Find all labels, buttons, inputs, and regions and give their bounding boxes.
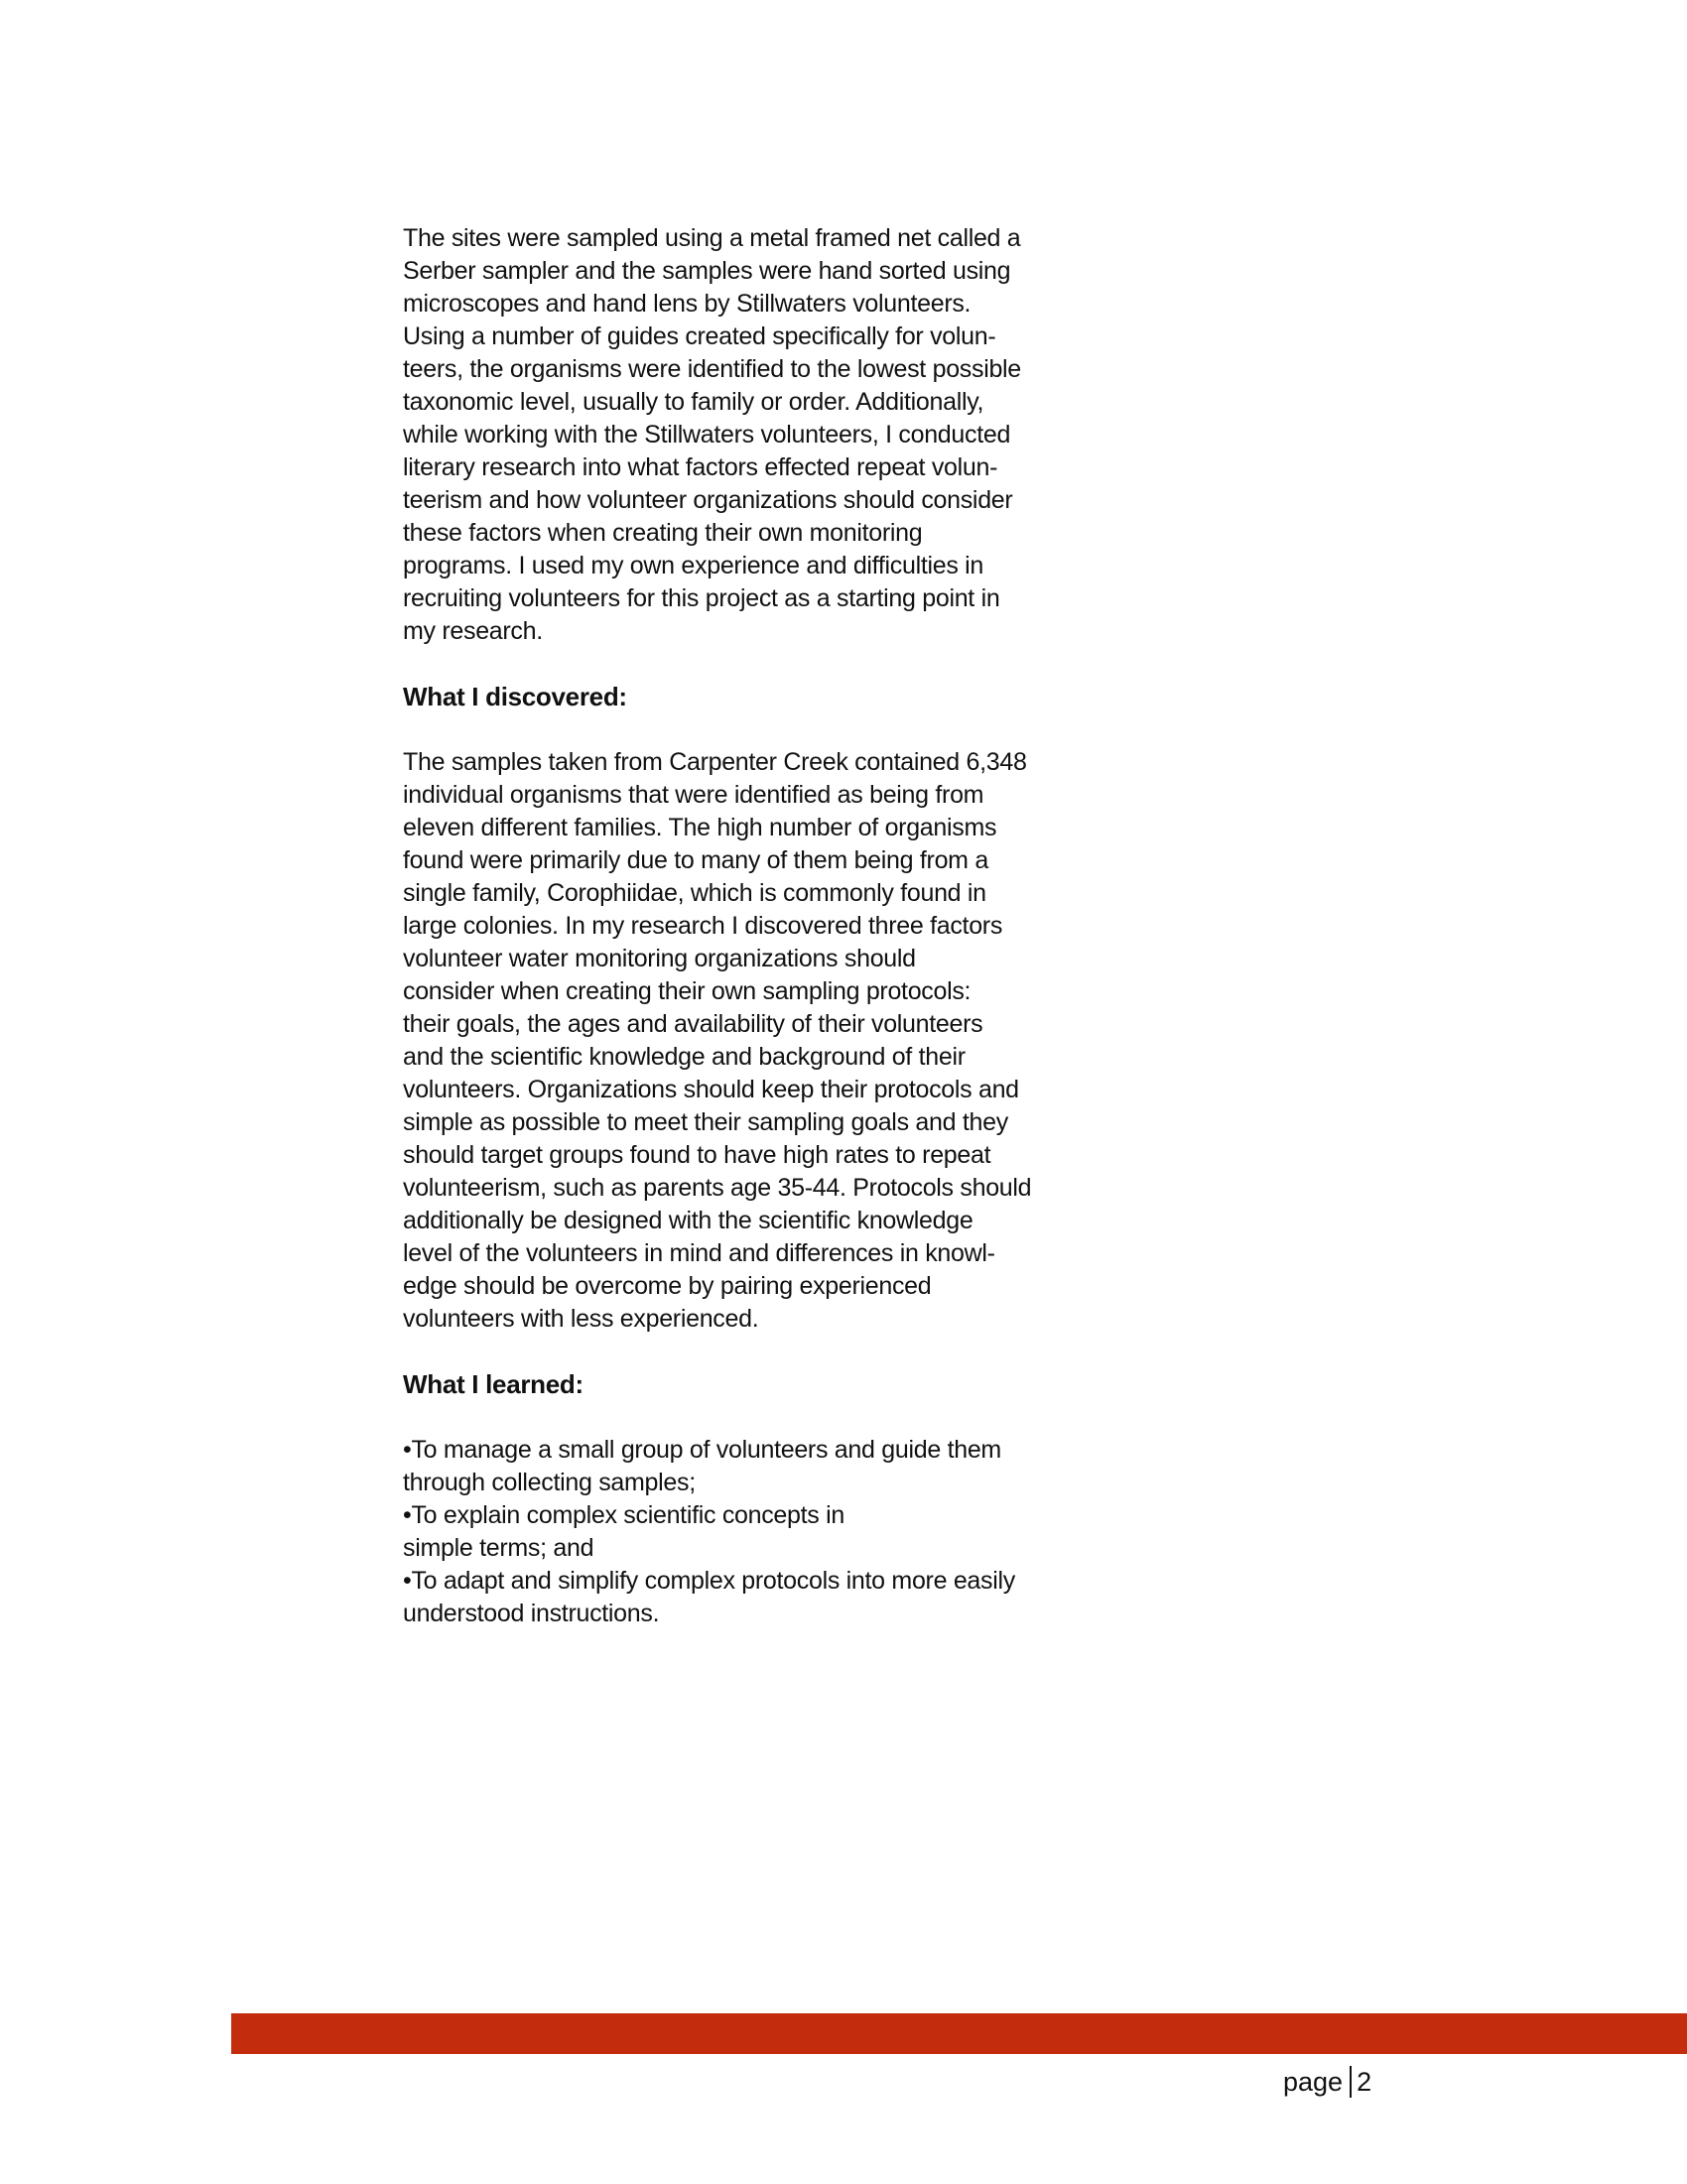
- page-number-label: [1283, 2064, 1371, 2100]
- text-line: single family, Corophiidae, which is commonly found in: [403, 879, 986, 907]
- text-line: recruiting volunteers for this project as a starting point in: [403, 584, 1000, 612]
- heading-learned: What I learned:: [403, 1369, 584, 1399]
- text-line: simple as possible to meet their sampling goals and they: [403, 1108, 1008, 1136]
- footer-accent-bar: [231, 2013, 1687, 2054]
- text-line: volunteers with less experienced.: [403, 1305, 759, 1333]
- spacer: [403, 1401, 1078, 1434]
- paragraph-methods: [403, 222, 1078, 648]
- text-line: programs. I used my own experience and difficulties in: [403, 552, 984, 579]
- text-line: The samples taken from Carpenter Creek contained 6,348: [403, 748, 1027, 776]
- text-line: microscopes and hand lens by Stillwaters volunteers.: [403, 290, 972, 318]
- list-item: through collecting samples;: [403, 1469, 696, 1496]
- list-item: •To explain complex scientific concepts in: [403, 1501, 844, 1529]
- text-line: found were primarily due to many of them being from a: [403, 846, 988, 874]
- spacer: [403, 1336, 1078, 1368]
- text-line: consider when creating their own sampling protocols:: [403, 977, 972, 1005]
- list-item: •To adapt and simplify complex protocols into more easily: [403, 1567, 1015, 1595]
- text-line: edge should be overcome by pairing experienced: [403, 1272, 932, 1300]
- page-number: 2: [1357, 2067, 1372, 2097]
- list-item: simple terms; and: [403, 1534, 594, 1562]
- page-separator: [1350, 2066, 1352, 2098]
- text-line: volunteerism, such as parents age 35-44. Protocols should: [403, 1174, 1032, 1202]
- text-line: while working with the Stillwaters volunteers, I conducted: [403, 421, 1011, 449]
- text-line: taxonomic level, usually to family or order. Additionally,: [403, 388, 984, 416]
- text-line: volunteer water monitoring organizations should: [403, 945, 916, 972]
- text-line: large colonies. In my research I discovered three factors: [403, 912, 1003, 940]
- list-item: understood instructions.: [403, 1600, 660, 1627]
- text-line: should target groups found to have high rates to repeat: [403, 1141, 991, 1169]
- text-line: my research.: [403, 617, 543, 645]
- text-line: teerism and how volunteer organizations should consider: [403, 486, 1013, 514]
- list-item: •To manage a small group of volunteers and guide them: [403, 1436, 1001, 1464]
- text-line: volunteers. Organizations should keep their protocols and: [403, 1076, 1019, 1103]
- spacer: [403, 713, 1078, 746]
- text-line: Serber sampler and the samples were hand sorted using: [403, 257, 1011, 285]
- paragraph-discoveries: [403, 746, 1078, 1336]
- text-line: these factors when creating their own monitoring: [403, 519, 923, 547]
- text-line: their goals, the ages and availability of their volunteers: [403, 1010, 983, 1038]
- text-line: and the scientific knowledge and background of their: [403, 1043, 966, 1071]
- text-line: teers, the organisms were identified to the lowest possible: [403, 355, 1021, 383]
- text-line: The sites were sampled using a metal framed net called a: [403, 224, 1021, 252]
- spacer: [403, 648, 1078, 681]
- learned-list: [403, 1434, 1078, 1630]
- body-text: [403, 222, 1078, 1630]
- text-line: additionally be designed with the scientific knowledge: [403, 1207, 973, 1234]
- text-line: literary research into what factors effected repeat volun-: [403, 453, 998, 481]
- heading-discovered: What I discovered:: [403, 682, 627, 711]
- text-line: level of the volunteers in mind and differences in knowl-: [403, 1239, 995, 1267]
- text-line: eleven different families. The high number of organisms: [403, 814, 997, 841]
- text-line: Using a number of guides created specifically for volun-: [403, 322, 996, 350]
- text-line: individual organisms that were identified as being from: [403, 781, 984, 809]
- page-word: page: [1283, 2067, 1344, 2097]
